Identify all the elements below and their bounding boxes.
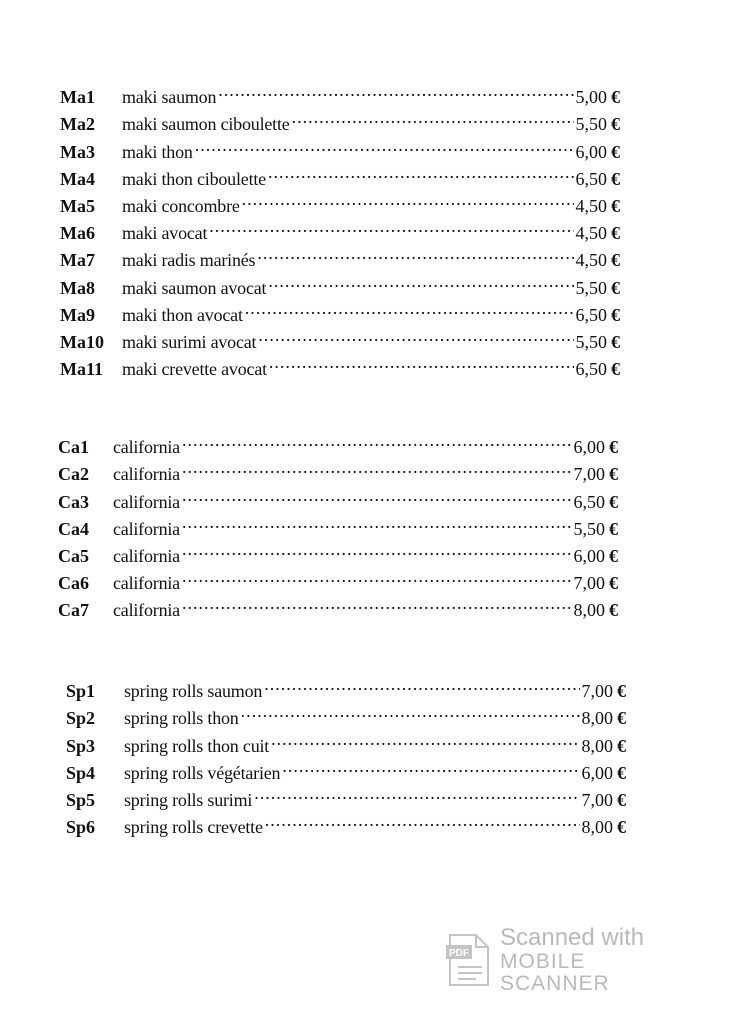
item-code: Ma11 — [60, 359, 103, 380]
dot-leader — [209, 212, 573, 239]
item-price: 7,00 — [573, 464, 605, 485]
currency-symbol: € — [611, 359, 620, 380]
item-name: california — [113, 491, 180, 512]
menu-item — [58, 426, 618, 458]
dot-leader — [182, 535, 572, 562]
spring-rolls-section — [66, 670, 626, 838]
item-name: spring rolls crevette — [124, 817, 263, 838]
item-price: 8,00 — [581, 735, 613, 756]
item-code: Ma3 — [60, 141, 95, 162]
pdf-document-icon — [446, 933, 492, 987]
menu-item — [60, 76, 620, 108]
menu-item — [66, 670, 626, 702]
item-name: spring rolls végétarien — [124, 762, 281, 783]
item-name: maki saumon — [122, 87, 217, 108]
dot-leader — [271, 724, 579, 751]
item-code: Ca2 — [58, 464, 89, 485]
watermark-line-2: MOBILE SCANNER — [500, 949, 610, 995]
dot-leader — [242, 185, 574, 212]
item-name: maki thon ciboulette — [122, 168, 266, 189]
item-code: Sp3 — [66, 735, 96, 756]
dot-leader — [241, 697, 580, 724]
item-name: spring rolls thon cuit — [124, 735, 270, 756]
item-price: 4,50 — [575, 223, 607, 244]
item-name: spring rolls thon — [124, 708, 239, 729]
item-price: 6,50 — [575, 168, 607, 189]
item-name: maki saumon ciboulette — [122, 114, 290, 135]
item-price: 5,50 — [575, 277, 607, 298]
currency-symbol: € — [611, 277, 620, 298]
item-code: Ma7 — [60, 250, 95, 271]
item-price: 6,00 — [575, 141, 607, 162]
dot-leader — [182, 508, 572, 535]
dot-leader — [182, 562, 572, 589]
item-name: maki concombre — [122, 195, 240, 216]
dot-leader — [182, 589, 572, 616]
currency-symbol: € — [617, 708, 626, 729]
currency-symbol: € — [611, 304, 620, 325]
item-name: spring rolls surimi — [124, 789, 253, 810]
item-price: 4,50 — [575, 250, 607, 271]
item-name: california — [113, 600, 180, 621]
dot-leader — [257, 239, 573, 266]
currency-symbol: € — [609, 573, 618, 594]
currency-symbol: € — [617, 762, 626, 783]
item-code: Sp2 — [66, 708, 96, 729]
item-name: spring rolls saumon — [124, 681, 263, 702]
item-price: 4,50 — [575, 195, 607, 216]
item-code: Sp5 — [66, 789, 96, 810]
dot-leader — [254, 779, 579, 806]
item-price: 7,00 — [573, 573, 605, 594]
dot-leader — [265, 806, 580, 833]
item-name: california — [113, 545, 180, 566]
item-price: 6,00 — [573, 545, 605, 566]
item-code: Sp4 — [66, 762, 96, 783]
currency-symbol: € — [611, 87, 620, 108]
item-name: california — [113, 437, 180, 458]
item-price: 6,00 — [573, 437, 605, 458]
item-code: Ca7 — [58, 600, 89, 621]
currency-symbol: € — [611, 250, 620, 271]
item-price: 7,00 — [581, 681, 613, 702]
item-name: maki crevette avocat — [122, 359, 267, 380]
currency-symbol: € — [617, 681, 626, 702]
item-name: maki avocat — [122, 223, 208, 244]
currency-symbol: € — [617, 817, 626, 838]
dot-leader — [268, 266, 573, 293]
currency-symbol: € — [617, 789, 626, 810]
pdf-icon-label: PDF — [449, 948, 469, 959]
maki-section — [60, 76, 620, 380]
item-code: Ma1 — [60, 87, 95, 108]
dot-leader — [269, 348, 574, 375]
item-price: 6,50 — [573, 491, 605, 512]
currency-symbol: € — [611, 114, 620, 135]
dot-leader — [282, 752, 579, 779]
dot-leader — [182, 453, 572, 480]
item-code: Ma6 — [60, 223, 95, 244]
item-price: 7,00 — [581, 789, 613, 810]
dot-leader — [182, 426, 572, 453]
currency-symbol: € — [609, 464, 618, 485]
item-code: Ma10 — [60, 331, 104, 352]
item-code: Ca3 — [58, 491, 89, 512]
item-price: 6,50 — [575, 359, 607, 380]
item-code: Ca6 — [58, 573, 89, 594]
item-code: Ma8 — [60, 277, 95, 298]
item-code: Ma5 — [60, 195, 95, 216]
item-name: california — [113, 464, 180, 485]
currency-symbol: € — [609, 437, 618, 458]
dot-leader — [218, 76, 573, 103]
item-code: Ca5 — [58, 545, 89, 566]
dot-leader — [182, 480, 572, 507]
item-price: 6,00 — [581, 762, 613, 783]
item-price: 5,50 — [573, 518, 605, 539]
currency-symbol: € — [611, 331, 620, 352]
currency-symbol: € — [609, 491, 618, 512]
item-code: Ca4 — [58, 518, 89, 539]
dot-leader — [258, 321, 573, 348]
currency-symbol: € — [617, 735, 626, 756]
currency-symbol: € — [609, 600, 618, 621]
dot-leader — [264, 670, 579, 697]
currency-symbol: € — [611, 168, 620, 189]
dot-leader — [268, 158, 574, 185]
item-code: Ma4 — [60, 168, 95, 189]
item-code: Sp1 — [66, 681, 96, 702]
item-code: Sp6 — [66, 817, 96, 838]
item-code: Ma9 — [60, 304, 95, 325]
scanner-watermark — [446, 924, 696, 995]
item-price: 5,50 — [575, 114, 607, 135]
watermark-line-1: Scanned with — [500, 924, 645, 952]
currency-symbol: € — [611, 195, 620, 216]
currency-symbol: € — [611, 141, 620, 162]
item-code: Ma2 — [60, 114, 95, 135]
item-name: california — [113, 573, 180, 594]
item-code: Ca1 — [58, 437, 89, 458]
watermark-text — [500, 925, 696, 994]
currency-symbol: € — [611, 223, 620, 244]
item-price: 8,00 — [573, 600, 605, 621]
currency-symbol: € — [609, 518, 618, 539]
dot-leader — [245, 294, 574, 321]
currency-symbol: € — [609, 545, 618, 566]
item-price: 5,50 — [575, 331, 607, 352]
item-price: 8,00 — [581, 817, 613, 838]
item-name: maki surimi avocat — [122, 331, 257, 352]
item-price: 6,50 — [575, 304, 607, 325]
item-price: 8,00 — [581, 708, 613, 729]
dot-leader — [292, 103, 574, 130]
item-name: maki saumon avocat — [122, 277, 267, 298]
item-name: maki radis marinés — [122, 250, 256, 271]
dot-leader — [195, 130, 574, 157]
item-name: maki thon — [122, 141, 193, 162]
item-name: maki thon avocat — [122, 304, 243, 325]
california-section — [58, 426, 618, 621]
item-name: california — [113, 518, 180, 539]
item-price: 5,00 — [575, 87, 607, 108]
